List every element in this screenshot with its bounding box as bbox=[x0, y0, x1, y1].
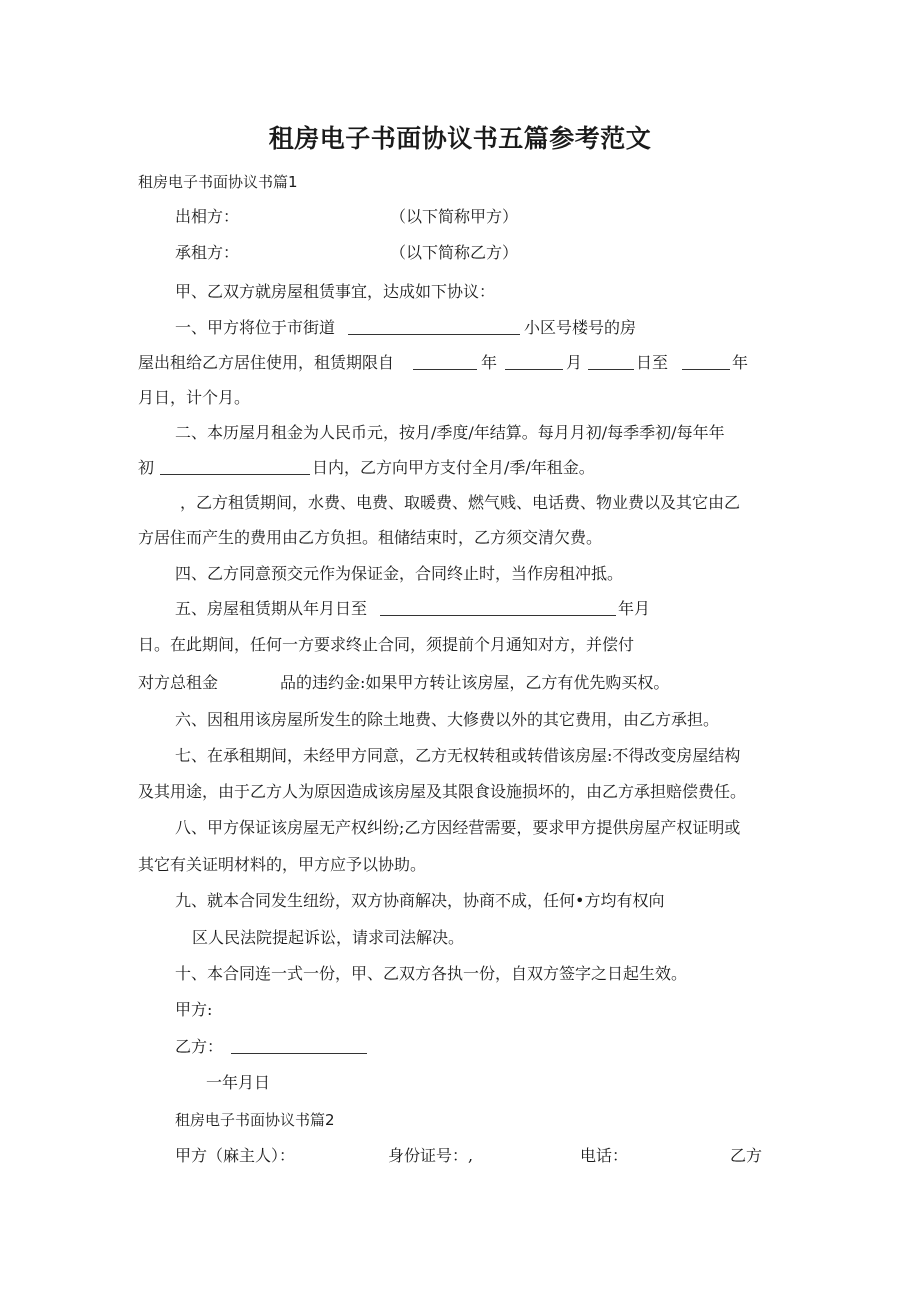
blank-line bbox=[682, 369, 730, 370]
clause-1-text: 日至 bbox=[636, 353, 669, 372]
party-b-signature: 乙方： bbox=[175, 1037, 224, 1056]
clause-3-text: 方居住而产生的费用由乙方负担。租储结束时，乙方须交清欠费。 bbox=[138, 528, 603, 547]
clause-5-text: 品的违约金:如果甲方转让该房屋，乙方有优先购买权。 bbox=[280, 673, 670, 692]
blank-line bbox=[505, 369, 563, 370]
section-heading: 租房电子书面协议书篇1 bbox=[138, 173, 298, 191]
blank-line bbox=[588, 369, 634, 370]
clause-5-text: 日。在此期间，任何一方要求终止合同，须提前个月通知对方，并偿付 bbox=[138, 635, 635, 654]
clause-10-text: 十、本合同连一式一份，甲、乙双方各执一份，自双方签字之日起生效。 bbox=[175, 964, 688, 983]
blank-line bbox=[413, 369, 477, 370]
phone-label: 电话： bbox=[580, 1146, 629, 1165]
clause-5-text: 五、房屋租赁期从年月日至 bbox=[175, 599, 368, 618]
clause-1-text: 月日，计个月。 bbox=[138, 388, 251, 407]
intro-text: 甲、乙双方就房屋租赁事宜，达成如下协议： bbox=[175, 282, 496, 301]
lessee-label: 承租方： bbox=[175, 243, 240, 262]
clause-1-text: 月 bbox=[566, 353, 583, 372]
blank-line bbox=[160, 474, 310, 475]
clause-1-text: 一、甲方将位于市街道 bbox=[175, 318, 336, 337]
clause-9-text: 区人民法院提起诉讼，请求司法解决。 bbox=[192, 928, 465, 947]
party-a-signature: 甲方: bbox=[175, 1000, 213, 1019]
page-title: 租房电子书面协议书五篇参考范文 bbox=[268, 124, 652, 153]
section-heading: 租房电子书面协议书篇2 bbox=[175, 1111, 335, 1129]
clause-8-text: 其它有关证明材料的，甲方应予以协助。 bbox=[138, 855, 427, 874]
clause-7-text: 七、在承租期间，未经甲方同意，乙方无权转租或转借该房屋:不得改变房屋结构 bbox=[175, 746, 741, 765]
clause-3-text: ，乙方租赁期间，水费、电费、取暖费、燃气贱、电话费、物业费以及其它由乙 bbox=[180, 493, 741, 512]
blank-line bbox=[348, 334, 520, 335]
lessee-note: （以下简称乙方） bbox=[390, 243, 519, 262]
clause-2-text: 日内，乙方向甲方支付全月/季/年租金。 bbox=[312, 458, 595, 477]
clause-8-text: 八、甲方保证该房屋无产权纠纷;乙方因经营需要，要求甲方提供房屋产权证明或 bbox=[175, 818, 741, 837]
id-number-label: 身份证号：, bbox=[388, 1146, 474, 1165]
clause-5-text: 年月 bbox=[618, 599, 651, 618]
blank-line bbox=[231, 1053, 367, 1054]
clause-1-text: 年 bbox=[732, 353, 749, 372]
clause-1-text: 小区号楼号的房 bbox=[524, 318, 637, 337]
clause-6-text: 六、因租用该房屋所发生的除土地费、大修费以外的其它费用，由乙方承担。 bbox=[175, 710, 720, 729]
clause-2-text: 初 bbox=[138, 458, 155, 477]
landlord-label: 甲方（麻主人）： bbox=[175, 1146, 296, 1165]
blank-line bbox=[380, 615, 616, 616]
lessor-note: （以下简称甲方） bbox=[390, 207, 519, 226]
clause-7-text: 及其用途，由于乙方人为原因造成该房屋及其限食设施损坏的，由乙方承担赔偿费任。 bbox=[138, 782, 747, 801]
clause-2-text: 二、本历屋月租金为人民币元，按月/季度/年结算。每月月初/每季季初/每年年 bbox=[175, 423, 725, 442]
clause-5-text: 对方总租金 bbox=[138, 673, 219, 692]
clause-4-text: 四、乙方同意预交元作为保证金，合同终止时，当作房租冲抵。 bbox=[175, 564, 624, 583]
clause-1-text: 屋出租给乙方居住使用，租赁期限自 bbox=[138, 353, 395, 372]
clause-9-text: 九、就本合同发生纽纷，双方协商解决，协商不成，任何•方均有权向 bbox=[175, 891, 665, 910]
clause-1-text: 年 bbox=[481, 353, 498, 372]
lessor-label: 出相方： bbox=[175, 207, 240, 226]
tenant-label: 乙方 bbox=[730, 1146, 763, 1165]
sign-date: 一年月日 bbox=[206, 1073, 271, 1092]
